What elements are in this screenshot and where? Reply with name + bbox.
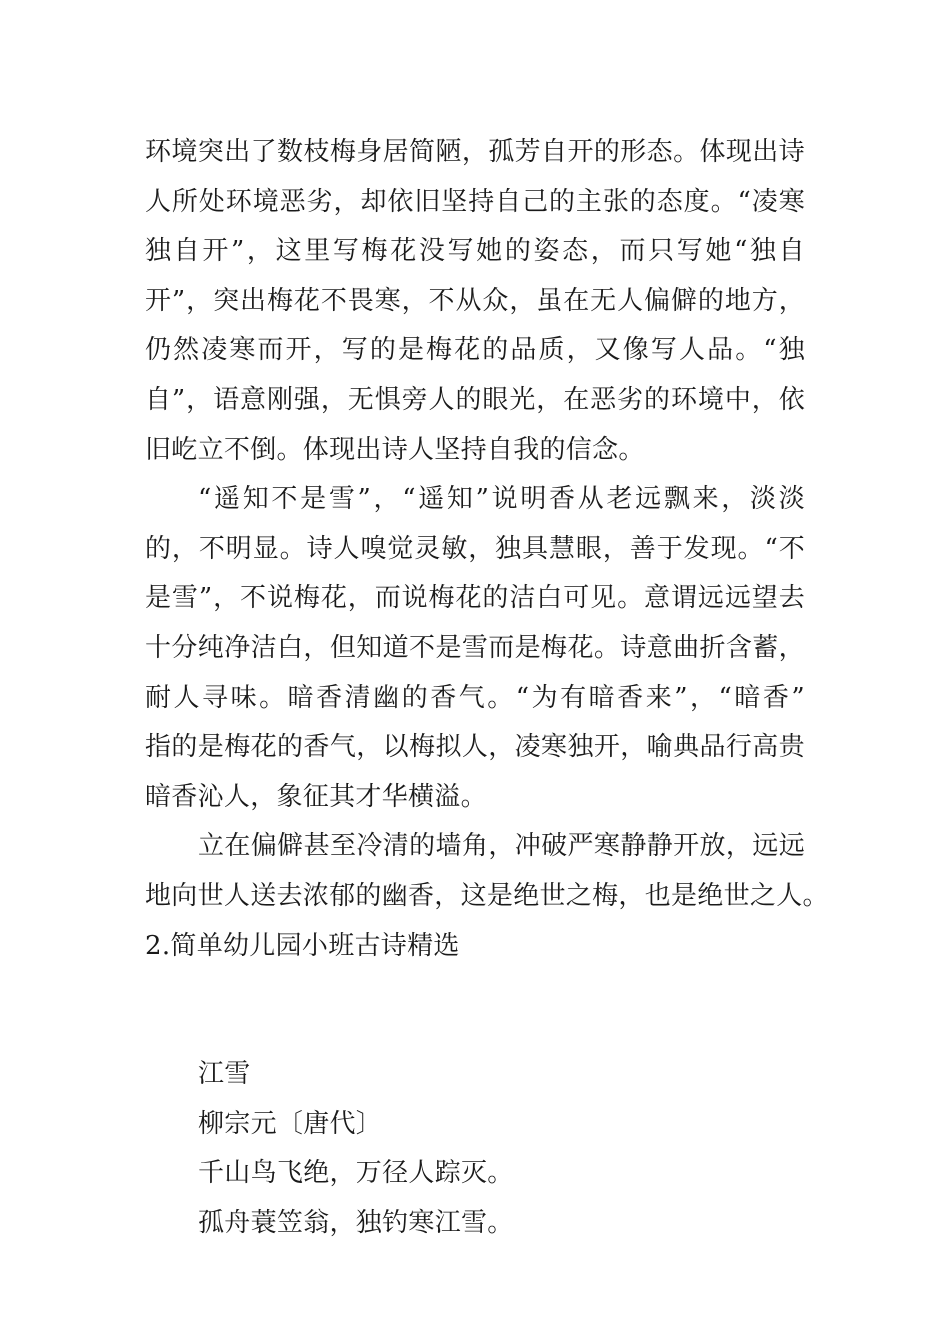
text-line: 人所处环境恶劣，却依旧坚持自己的主张的态度。“凌寒 [145,186,805,217]
text-line: 地向世人送去浓郁的幽香，这是绝世之梅，也是绝世之人。 [145,880,829,911]
text-line: 开”，突出梅花不畏寒，不从众，虽在无人偏僻的地方， [145,285,805,316]
text-line: 耐人寻味。暗香清幽的香气。“为有暗香来”，“暗香” [145,682,805,713]
text-line: 指的是梅花的香气，以梅拟人，凌寒独开，喻典品行高贵 [145,732,805,763]
text-line: 旧屹立不倒。体现出诗人坚持自我的信念。 [145,434,645,465]
text-line: 暗香沁人，象征其才华横溢。 [145,781,487,812]
text-line: 十分纯净洁白，但知道不是雪而是梅花。诗意曲折含蓄， [145,632,805,663]
document-body [145,128,829,1248]
text-line: 自”，语意刚强，无惧旁人的眼光，在恶劣的环境中，依 [145,384,805,415]
section-heading: 2.简单幼儿园小班古诗精选 [145,930,460,961]
text-line: 是雪”，不说梅花，而说梅花的洁白可见。意谓远远望去 [145,583,805,614]
text-line: 立在偏僻甚至冷清的墙角，冲破严寒静静开放，远远 [198,831,805,862]
paragraph-3 [145,822,829,921]
spacer [145,971,805,1050]
paragraph-1 [145,128,805,475]
paragraph-2 [145,475,805,822]
text-line: 的，不明显。诗人嗅觉灵敏，独具慧眼，善于发现。“不 [145,533,805,564]
poem-title: 江雪 [198,1059,251,1090]
poem-line: 孤舟蓑笠翁，独钓寒江雪。 [198,1207,514,1238]
text-line: 独自开”，这里写梅花没写她的姿态，而只写她“独自 [145,236,805,267]
text-line: 环境突出了数枝梅身居简陋，孤芳自开的形态。体现出诗 [145,137,805,167]
text-line: 仍然凌寒而开，写的是梅花的品质，又像写人品。“独 [145,335,805,366]
text-line: “遥知不是雪”，“遥知”说明香从老远飘来，淡淡 [198,484,805,515]
poem-line: 千山鸟飞绝，万径人踪灭。 [198,1158,514,1189]
poem [145,1050,805,1248]
poem-author: 柳宗元〔唐代〕 [198,1108,383,1139]
